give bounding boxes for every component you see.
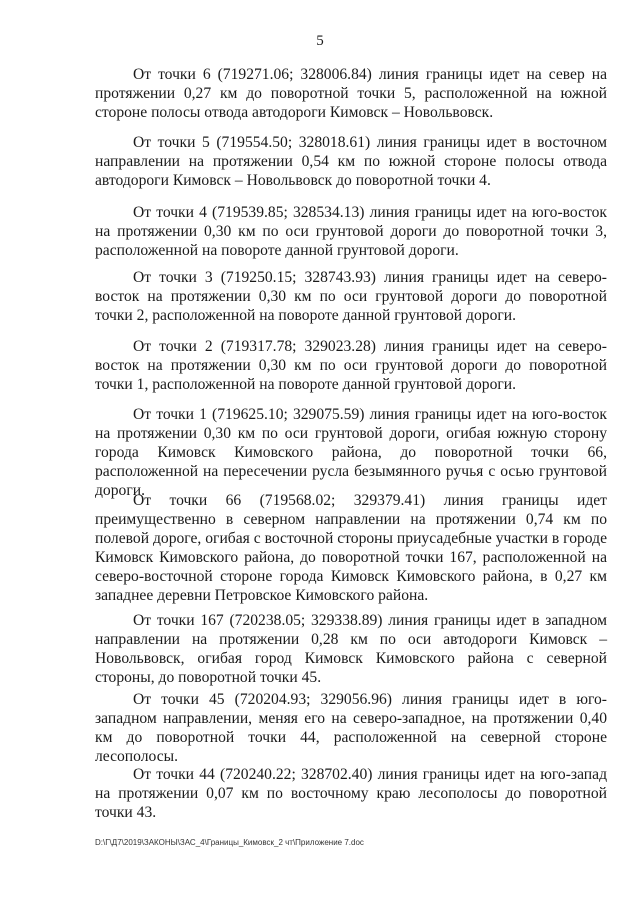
paragraph-point-2: От точки 2 (719317.78; 329023.28) линия границы идет на северо-восток на протяжении 0,30 км по оси грунтовой дороги до поворотной точки 1, расположенной на повороте данной грунтовой дороги. [95, 338, 607, 393]
page-number: 5 [316, 33, 324, 49]
paragraph-point-44: От точки 44 (720240.22; 328702.40) линия границы идет на юго-запад на протяжении 0,07 км по восточному краю лесополосы до поворотной точки 43. [95, 766, 607, 821]
paragraph-point-6: От точки 6 (719271.06; 328006.84) линия границы идет на север на протяжении 0,27 км до поворотной точки 5, расположенной на южной стороне полосы отвода автодороги Кимовск – Новольвовск. [95, 66, 607, 121]
paragraph-point-45: От точки 45 (720204.93; 329056.96) линия границы идет в юго-западном направлении, меняя его на северо-западное, на протяжении 0,40 км до поворотной точки 44, расположенной на северной стороне лесополосы. [95, 691, 607, 765]
paragraph-point-5: От точки 5 (719554.50; 328018.61) линия границы идет в восточном направлении на протяжении 0,54 км по южной стороне полосы отвода автодороги Кимовск – Новольвовск до поворотной точки 4. [95, 134, 607, 189]
footer-file-path: D:\Г\Д7\2019\ЗАКОНЫ\ЗАС_4\Границы_Кимовск_2 чт\Приложение 7.doc [95, 838, 364, 847]
paragraph-point-66: От точки 66 (719568.02; 329379.41) линия границы идет преимущественно в северном направлении на протяжении 0,74 км по полевой дороге, огибая с восточной стороны приусадебные участки в городе Кимовск Кимовского района, до поворотной точки 167, расположенной на северо-восточной стороне города Кимовск Кимовского района, в 0,27 км западнее деревни Петровское Кимовского района. [95, 492, 607, 604]
paragraph-point-1: От точки 1 (719625.10; 329075.59) линия границы идет на юго-восток на протяжении 0,30 км по оси грунтовой дороги, огибая южную сторону города Кимовск Кимовского района, до поворотной точки 66, расположенной на пересечении русла безымянного ручья с осью грунтовой дороги. [95, 406, 607, 499]
paragraph-point-167: От точки 167 (720238.05; 329338.89) линия границы идет в западном направлении на протяжении 0,28 км по оси автодороги Кимовск – Новольвовск, огибая город Кимовск Кимовского района с северной стороны, до поворотной точки 45. [95, 612, 607, 686]
paragraph-point-3: От точки 3 (719250.15; 328743.93) линия границы идет на северо-восток на протяжении 0,30 км по оси грунтовой дороги до поворотной точки 2, расположенной на повороте данной грунтовой дороги. [95, 269, 607, 324]
paragraph-point-4: От точки 4 (719539.85; 328534.13) линия границы идет на юго-восток на протяжении 0,30 км по оси грунтовой дороги до поворотной точки 3, расположенной на повороте данной грунтовой дороги. [95, 204, 607, 259]
